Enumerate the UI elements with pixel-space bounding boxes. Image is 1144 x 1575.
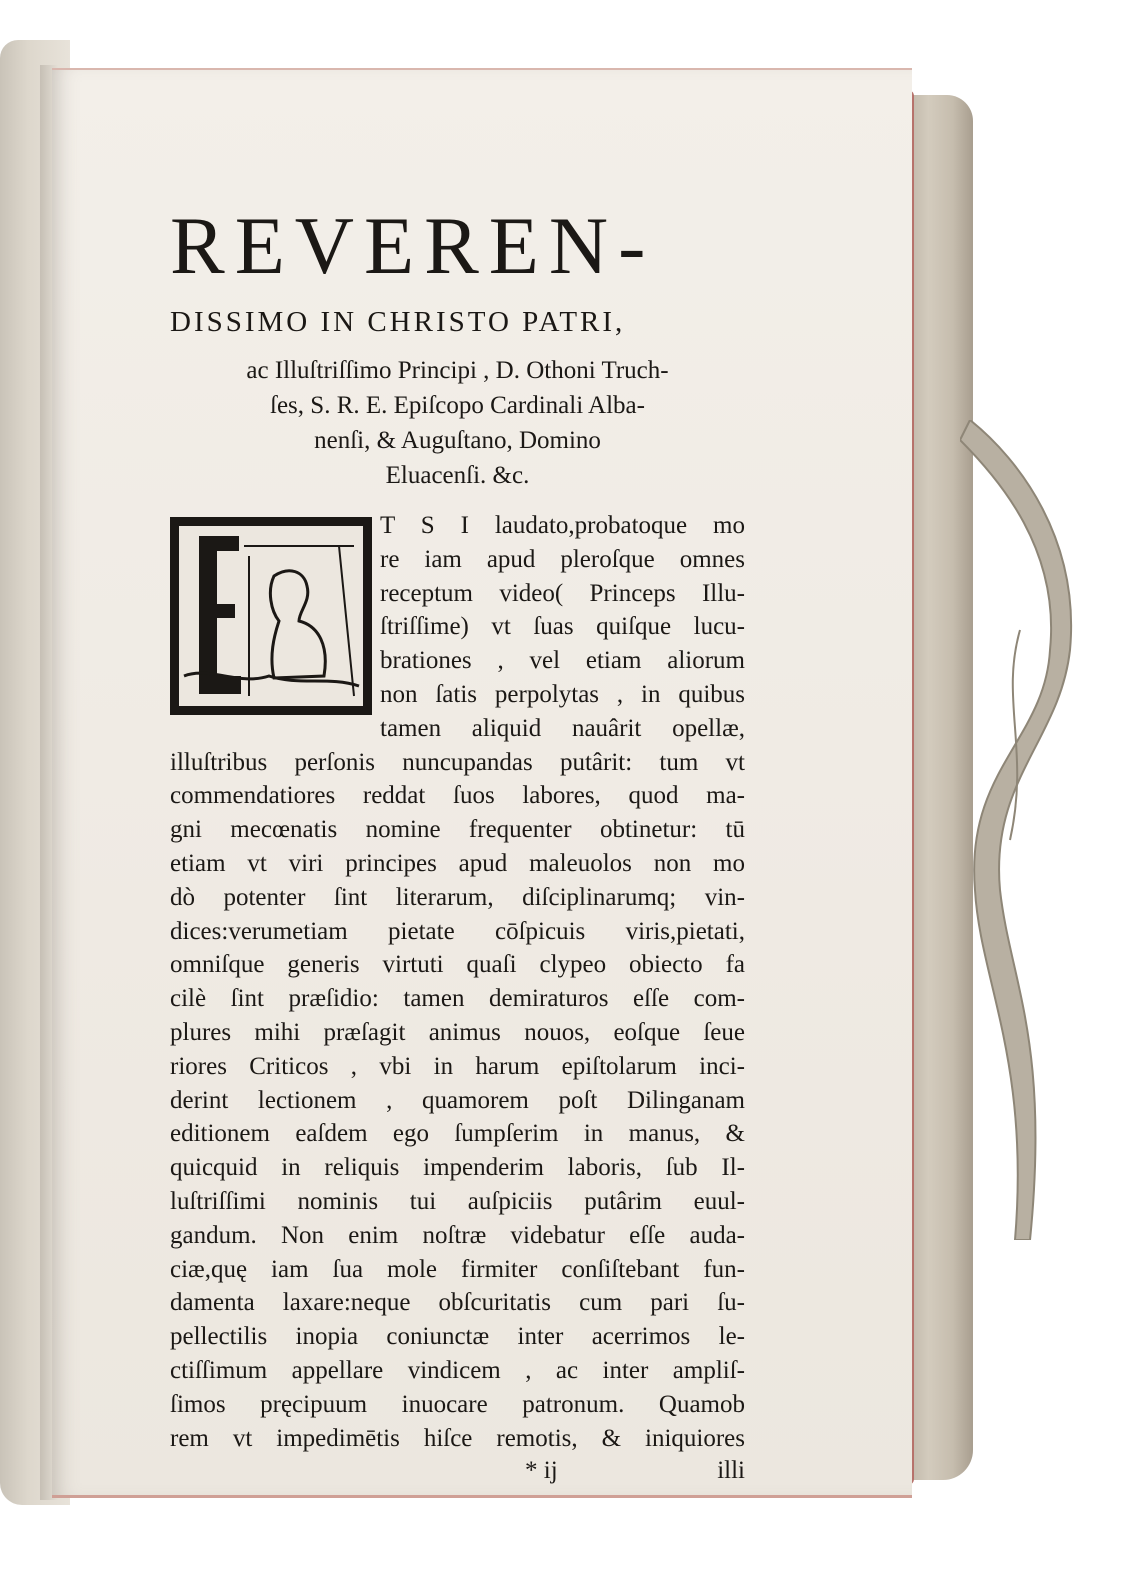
body-line: ſimos pręcipuum inuocare patronum. Quamob xyxy=(170,1390,745,1418)
heading-line-1: REVEREN- xyxy=(170,200,656,291)
body-line: dò potenter ſint literarum, diſciplinarumq; vin- xyxy=(170,883,745,911)
body-line: etiam vt viri principes apud maleuolos non mo xyxy=(170,849,745,877)
body-line: T S I laudato,probatoque mo xyxy=(380,512,745,539)
body-line: quicquid in reliquis impenderim laboris, ſub Il- xyxy=(170,1154,745,1182)
body-line: luſtriſſimi nominis tui auſpiciis putârim euul- xyxy=(170,1187,745,1215)
address-line: Eluacenſi. &c. xyxy=(385,462,530,489)
body-line: re iam apud pleroſque omnes xyxy=(380,545,745,573)
body-line: derint lectionem , quamorem poſt Dilinganam xyxy=(170,1086,745,1114)
body-line: dices:verumetiam pietate cōſpicuis viris,pietati, xyxy=(170,917,745,945)
dedication-address xyxy=(170,353,745,493)
page-footer xyxy=(170,1457,745,1491)
page-text xyxy=(170,200,745,1491)
body-line: tamen aliquid nauârit opellæ, xyxy=(380,714,745,742)
body-line: pellectilis inopia coniunctæ inter acerrimos le- xyxy=(170,1323,745,1351)
catchword: illi xyxy=(717,1457,745,1485)
body-line: damenta laxare:neque obſcuritatis cum pari ſu- xyxy=(170,1289,745,1317)
body-line: non ſatis perpolytas , in quibus xyxy=(380,680,745,708)
signature-mark: * ij xyxy=(525,1457,558,1485)
body-line: omniſque generis virtuti quaſi clypeo obiecto fa xyxy=(170,951,745,979)
body-line: plures mihi præſagit animus nouos, eoſque ſeue xyxy=(170,1018,745,1046)
address-line: ac Illuſtriſſimo Principi , D. Othoni Truch- xyxy=(246,357,669,384)
body-line: illuſtribus perſonis nuncupandas putârit: tum vt xyxy=(170,748,745,776)
body-line: cilè ſint præſidio: tamen demiraturos eſſe com- xyxy=(170,985,745,1013)
vellum-tie xyxy=(960,420,1100,1240)
body-line: brationes , vel etiam aliorum xyxy=(380,647,745,675)
recto-page xyxy=(52,68,912,1498)
body-line: rem vt impedimētis hiſce remotis, & iniquiores xyxy=(170,1424,745,1452)
address-line: ſes, S. R. E. Epiſcopo Cardinali Alba- xyxy=(270,392,645,419)
body-line: ctiſſimum appellare vindicem , ac inter ampliſ- xyxy=(170,1356,745,1384)
body-line: gni mecœnatis nomine frequenter obtinetur: tū xyxy=(170,816,745,844)
woodcut-illustration xyxy=(179,526,363,706)
body-line: ſtriſſime) vt ſuas quiſque lucu- xyxy=(380,613,745,641)
address-line: nenſi, & Auguſtano, Domino xyxy=(314,427,601,454)
body-line: gandum. Non enim noſtræ videbatur eſſe auda- xyxy=(170,1221,745,1249)
body-text xyxy=(170,509,745,1491)
body-line: commendatiores reddat ſuos labores, quod ma- xyxy=(170,782,745,810)
heading-line-2: DISSIMO IN CHRISTO PATRI, xyxy=(170,306,626,338)
body-line: ciæ,quę iam ſua mole firmiter conſiſtebant fun- xyxy=(170,1255,745,1283)
initial-letter: E xyxy=(309,656,310,657)
body-line: editionem eaſdem ego ſumpſerim in manus, & xyxy=(170,1120,745,1148)
woodcut-initial xyxy=(170,517,372,715)
body-line: receptum video( Princeps Illu- xyxy=(380,579,745,607)
body-line: riores Criticos , vbi in harum epiſtolarum inci- xyxy=(170,1052,745,1080)
